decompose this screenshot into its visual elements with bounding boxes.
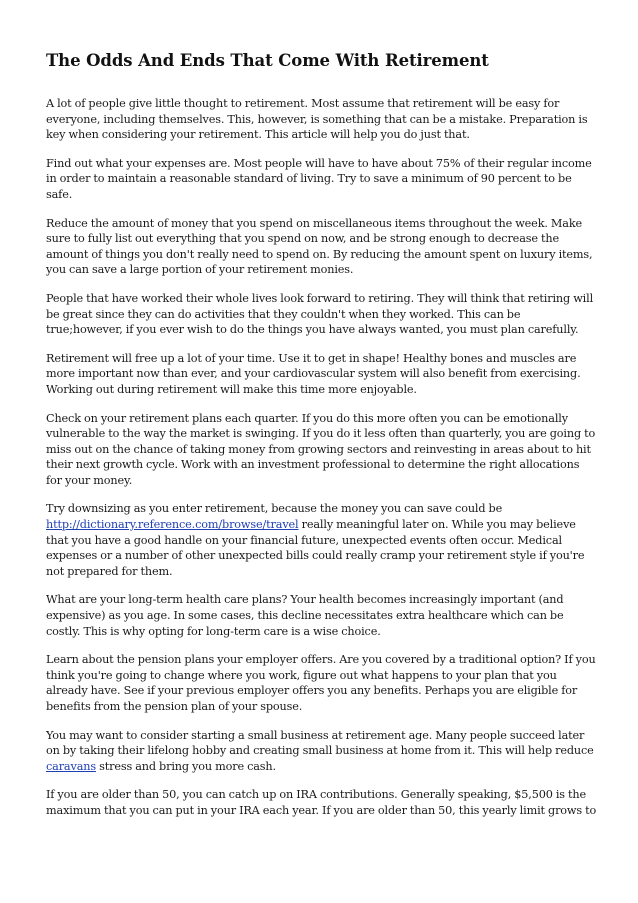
document-title: The Odds And Ends That Come With Retirement [46,51,489,70]
paragraph-quarterly-check: Check on your retirement plans each quarter. If you do this more often you can be emotionally vulnerable to the way the market is swinging. If you do it less often than quarterly, you are going to miss out on the chance of taking money from growing sectors and reinvesting in areas about to hit their next growth cycle. Work with an investment professional to determine the right allocations for your money. [46,411,596,487]
paragraph-downsizing-text-before: Try downsizing as you enter retirement, because the money you can save could be [46,502,503,516]
paragraph-plan-carefully: People that have worked their whole lives look forward to retiring. They will think that retiring will be great since they can do activities that they couldn't when they worked. This can be true;however, if you ever wish to do the things you have always wanted, you must plan carefully. [46,291,594,337]
paragraph-small-business [46,728,598,775]
paragraph-expenses: Find out what your expenses are. Most people will have to have about 75% of their regular income in order to maintain a reasonable standard of living. Try to save a minimum of 90 percent to be safe. [46,156,592,201]
paragraph-downsizing-text-after: really meaningful later on. While you may believe that you have a good handle on your financial future, unexpected events often occur. Medical expenses or a number of other unexpected bills could really cramp your retirement style if you're not prepared for them. [46,518,585,578]
paragraph-ira: If you are older than 50, you can catch up on IRA contributions. Generally speaking, $5,500 is the maximum that you can put in your IRA each year. If you are older than 50, this yearly limit grows to [46,788,597,817]
paragraph-downsizing [46,501,598,579]
paragraph-health-care: What are your long-term health care plans? Your health becomes increasingly important (and expensive) as you age. In some cases, this decline necessitates extra healthcare which can be costly. This is why opting for long-term care is a wise choice. [46,593,564,638]
paragraph-small-business-text-before: You may want to consider starting a small business at retirement age. Many people succeed later on by taking their lifelong hobby and creating small business at home from it. This will help reduce [46,728,594,758]
paragraph-pension: Learn about the pension plans your employer offers. Are you covered by a traditional option? If you think you're going to change where you work, figure out what happens to your plan that you already have. See if your previous employer offers you any benefits. Perhaps you are eligible for benefits from the pension plan of your spouse. [46,653,596,713]
paragraph-reduce-spending: Reduce the amount of money that you spend on miscellaneous items throughout the week. Make sure to fully list out everything that you spend on now, and be strong enough to decrease the amount of things you don't really need to spend on. By reducing the amount spent on luxury items, you can save a large portion of your retirement monies. [46,216,593,277]
paragraph-small-business-text-after: stress and bring you more cash. [95,759,276,773]
paragraph-exercise: Retirement will free up a lot of your time. Use it to get in shape! Healthy bones and muscles are more important now than ever, and your cardiovascular system will also benefit from exercising. Working out during retirement will make this time more enjoyable. [46,351,581,396]
paragraph-intro: A lot of people give little thought to retirement. Most assume that retirement will be easy for everyone, including themselves. This, however, is something that can be a mistake. Preparation is key when considering your retirement. This article will help you do just that. [46,97,588,142]
dictionary-travel-link[interactable]: http://dictionary.reference.com/browse/travel [46,518,299,532]
caravans-link[interactable]: caravans [46,759,96,773]
document-body [46,51,598,832]
